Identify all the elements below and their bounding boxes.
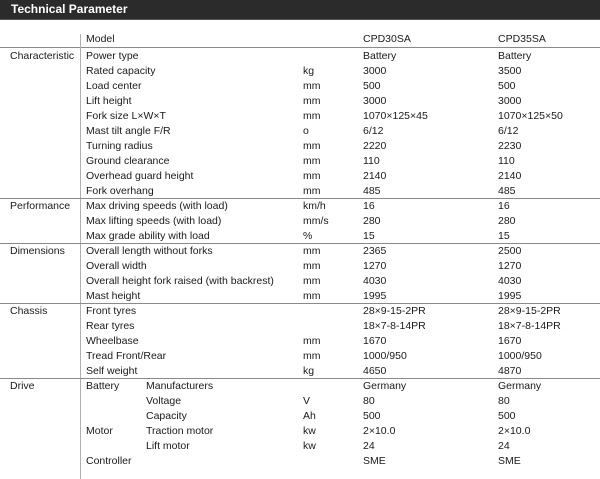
cell-v2: 280 bbox=[498, 215, 516, 227]
cell-v2: 500 bbox=[498, 410, 516, 422]
table-row bbox=[0, 334, 600, 349]
cell-v2: 15 bbox=[498, 230, 510, 242]
cell-v2: 1000/950 bbox=[498, 350, 542, 362]
table-header-row bbox=[0, 32, 600, 47]
table-row bbox=[0, 244, 600, 259]
cell-category: Dimensions bbox=[10, 245, 65, 257]
cell-param: Turning radius bbox=[86, 140, 153, 152]
table-row bbox=[0, 49, 600, 64]
cell-v2: Battery bbox=[498, 50, 532, 62]
model-1-header: CPD30SA bbox=[363, 33, 411, 45]
cell-category: Chassis bbox=[10, 305, 48, 317]
cell-v2: 80 bbox=[498, 395, 510, 407]
cell-unit: mm bbox=[303, 335, 321, 347]
cell-v2: 4870 bbox=[498, 365, 522, 377]
cell-v2: 1270 bbox=[498, 260, 522, 272]
cell-param: Rated capacity bbox=[86, 65, 156, 77]
cell-unit: km/h bbox=[303, 200, 326, 212]
cell-v1: 80 bbox=[363, 395, 375, 407]
cell-param: Overhead guard height bbox=[86, 170, 194, 182]
cell-v1: 1995 bbox=[363, 290, 387, 302]
table-row bbox=[0, 79, 600, 94]
cell-unit: mm/s bbox=[303, 215, 329, 227]
cell-v1: 500 bbox=[363, 80, 381, 92]
cell-param: Tread Front/Rear bbox=[86, 350, 167, 362]
separator-header bbox=[0, 47, 600, 48]
cell-sub: Lift motor bbox=[146, 440, 190, 452]
cell-param: Lift height bbox=[86, 95, 132, 107]
cell-v1: 2365 bbox=[363, 245, 387, 257]
cell-v2: 2230 bbox=[498, 140, 522, 152]
cell-v1: 1270 bbox=[363, 260, 387, 272]
table-row bbox=[0, 409, 600, 424]
cell-v2: 2140 bbox=[498, 170, 522, 182]
table-row bbox=[0, 394, 600, 409]
cell-v2: 500 bbox=[498, 80, 516, 92]
cell-param: Overall width bbox=[86, 260, 147, 272]
cell-v2: 4030 bbox=[498, 275, 522, 287]
cell-unit: mm bbox=[303, 140, 321, 152]
cell-v2: 24 bbox=[498, 440, 510, 452]
table-row bbox=[0, 259, 600, 274]
cell-sub: Traction motor bbox=[146, 425, 214, 437]
cell-v1: 16 bbox=[363, 200, 375, 212]
cell-param: Motor bbox=[86, 425, 113, 437]
cell-unit: mm bbox=[303, 275, 321, 287]
cell-unit: kg bbox=[303, 65, 315, 77]
cell-v2: 2500 bbox=[498, 245, 522, 257]
cell-unit: % bbox=[303, 230, 313, 242]
table-row bbox=[0, 124, 600, 139]
cell-v2: 110 bbox=[498, 155, 515, 167]
cell-v1: 4030 bbox=[363, 275, 387, 287]
model-2-header: CPD35SA bbox=[498, 33, 546, 45]
cell-unit: mm bbox=[303, 155, 321, 167]
table-row bbox=[0, 229, 600, 244]
cell-v1: SME bbox=[363, 455, 386, 467]
cell-v2: 28×9-15-2PR bbox=[498, 305, 561, 317]
cell-v1: 500 bbox=[363, 410, 381, 422]
cell-category: Performance bbox=[10, 200, 71, 212]
cell-unit: mm bbox=[303, 110, 321, 122]
cell-unit: mm bbox=[303, 170, 321, 182]
table-row bbox=[0, 109, 600, 124]
cell-v1: 2220 bbox=[363, 140, 387, 152]
cell-param: Mast tilt angle F/R bbox=[86, 125, 171, 137]
cell-v1: 485 bbox=[363, 185, 381, 197]
header-bar bbox=[0, 0, 600, 20]
cell-sub: Capacity bbox=[146, 410, 187, 422]
cell-v2: 6/12 bbox=[498, 125, 519, 137]
cell-param: Max grade ability with load bbox=[86, 230, 210, 242]
cell-param: Ground clearance bbox=[86, 155, 170, 167]
cell-v2: 3500 bbox=[498, 65, 522, 77]
page-title: Technical Parameter bbox=[11, 2, 128, 16]
table-row bbox=[0, 94, 600, 109]
cell-v1: 3000 bbox=[363, 65, 387, 77]
cell-v1: 2140 bbox=[363, 170, 387, 182]
cell-unit: mm bbox=[303, 290, 321, 302]
cell-param: Self weight bbox=[86, 365, 138, 377]
table-row bbox=[0, 154, 600, 169]
table-row bbox=[0, 379, 600, 394]
cell-v1: 1000/950 bbox=[363, 350, 407, 362]
table-row bbox=[0, 214, 600, 229]
table-row bbox=[0, 424, 600, 439]
table-row bbox=[0, 169, 600, 184]
cell-unit: mm bbox=[303, 80, 321, 92]
cell-v2: 1995 bbox=[498, 290, 522, 302]
cell-param: Overall height fork raised (with backrest) bbox=[86, 275, 274, 287]
cell-param: Rear tyres bbox=[86, 320, 135, 332]
cell-unit: kg bbox=[303, 365, 315, 377]
cell-unit: mm bbox=[303, 185, 321, 197]
cell-param: Max lifting speeds (with load) bbox=[86, 215, 222, 227]
cell-param: Max driving speeds (with load) bbox=[86, 200, 228, 212]
cell-v1: 1670 bbox=[363, 335, 387, 347]
cell-v2: SME bbox=[498, 455, 521, 467]
cell-unit: mm bbox=[303, 245, 321, 257]
cell-v1: 24 bbox=[363, 440, 375, 452]
cell-v1: 15 bbox=[363, 230, 375, 242]
cell-v2: 485 bbox=[498, 185, 516, 197]
cell-v1: 280 bbox=[363, 215, 381, 227]
cell-v1: 110 bbox=[363, 155, 380, 167]
cell-v2: Germany bbox=[498, 380, 542, 392]
table-row bbox=[0, 184, 600, 199]
cell-unit: V bbox=[303, 395, 311, 407]
table-row bbox=[0, 304, 600, 319]
cell-v1: 28×9-15-2PR bbox=[363, 305, 426, 317]
cell-param: Fork size L×W×T bbox=[86, 110, 166, 122]
cell-unit: mm bbox=[303, 350, 321, 362]
cell-sub: Manufacturers bbox=[146, 380, 214, 392]
cell-param: Mast height bbox=[86, 290, 141, 302]
cell-v2: 16 bbox=[498, 200, 510, 212]
cell-v1: Battery bbox=[363, 50, 397, 62]
cell-v1: 3000 bbox=[363, 95, 387, 107]
cell-unit: mm bbox=[303, 95, 321, 107]
cell-sub: Voltage bbox=[146, 395, 182, 407]
cell-v2: 18×7-8-14PR bbox=[498, 320, 561, 332]
cell-v2: 3000 bbox=[498, 95, 522, 107]
cell-v2: 1070×125×50 bbox=[498, 110, 563, 122]
table-row bbox=[0, 64, 600, 79]
cell-v1: 1070×125×45 bbox=[363, 110, 428, 122]
cell-param: Battery bbox=[86, 380, 120, 392]
cell-v1: 6/12 bbox=[363, 125, 384, 137]
table-row bbox=[0, 199, 600, 214]
table-row bbox=[0, 364, 600, 379]
cell-v2: 1670 bbox=[498, 335, 522, 347]
table-row bbox=[0, 319, 600, 334]
cell-unit: Ah bbox=[303, 410, 316, 422]
cell-v1: Germany bbox=[363, 380, 407, 392]
cell-v1: 18×7-8-14PR bbox=[363, 320, 426, 332]
cell-param: Load center bbox=[86, 80, 142, 92]
table-row bbox=[0, 139, 600, 154]
table-row bbox=[0, 274, 600, 289]
cell-param: Overall length without forks bbox=[86, 245, 213, 257]
cell-v1: 4650 bbox=[363, 365, 387, 377]
cell-param: Controller bbox=[86, 455, 132, 467]
cell-param: Power type bbox=[86, 50, 139, 62]
cell-category: Drive bbox=[10, 380, 35, 392]
cell-unit: o bbox=[303, 125, 309, 137]
cell-unit: kw bbox=[303, 425, 316, 437]
cell-param: Fork overhang bbox=[86, 185, 154, 197]
table-row bbox=[0, 289, 600, 304]
cell-v1: 2×10.0 bbox=[363, 425, 396, 437]
cell-v2: 2×10.0 bbox=[498, 425, 531, 437]
table-row bbox=[0, 349, 600, 364]
table-row bbox=[0, 454, 600, 469]
model-label: Model bbox=[86, 33, 115, 45]
cell-param: Front tyres bbox=[86, 305, 137, 317]
table-row bbox=[0, 439, 600, 454]
cell-unit: mm bbox=[303, 260, 321, 272]
cell-param: Wheelbase bbox=[86, 335, 139, 347]
cell-category: Characteristic bbox=[10, 50, 75, 62]
cell-unit: kw bbox=[303, 440, 316, 452]
